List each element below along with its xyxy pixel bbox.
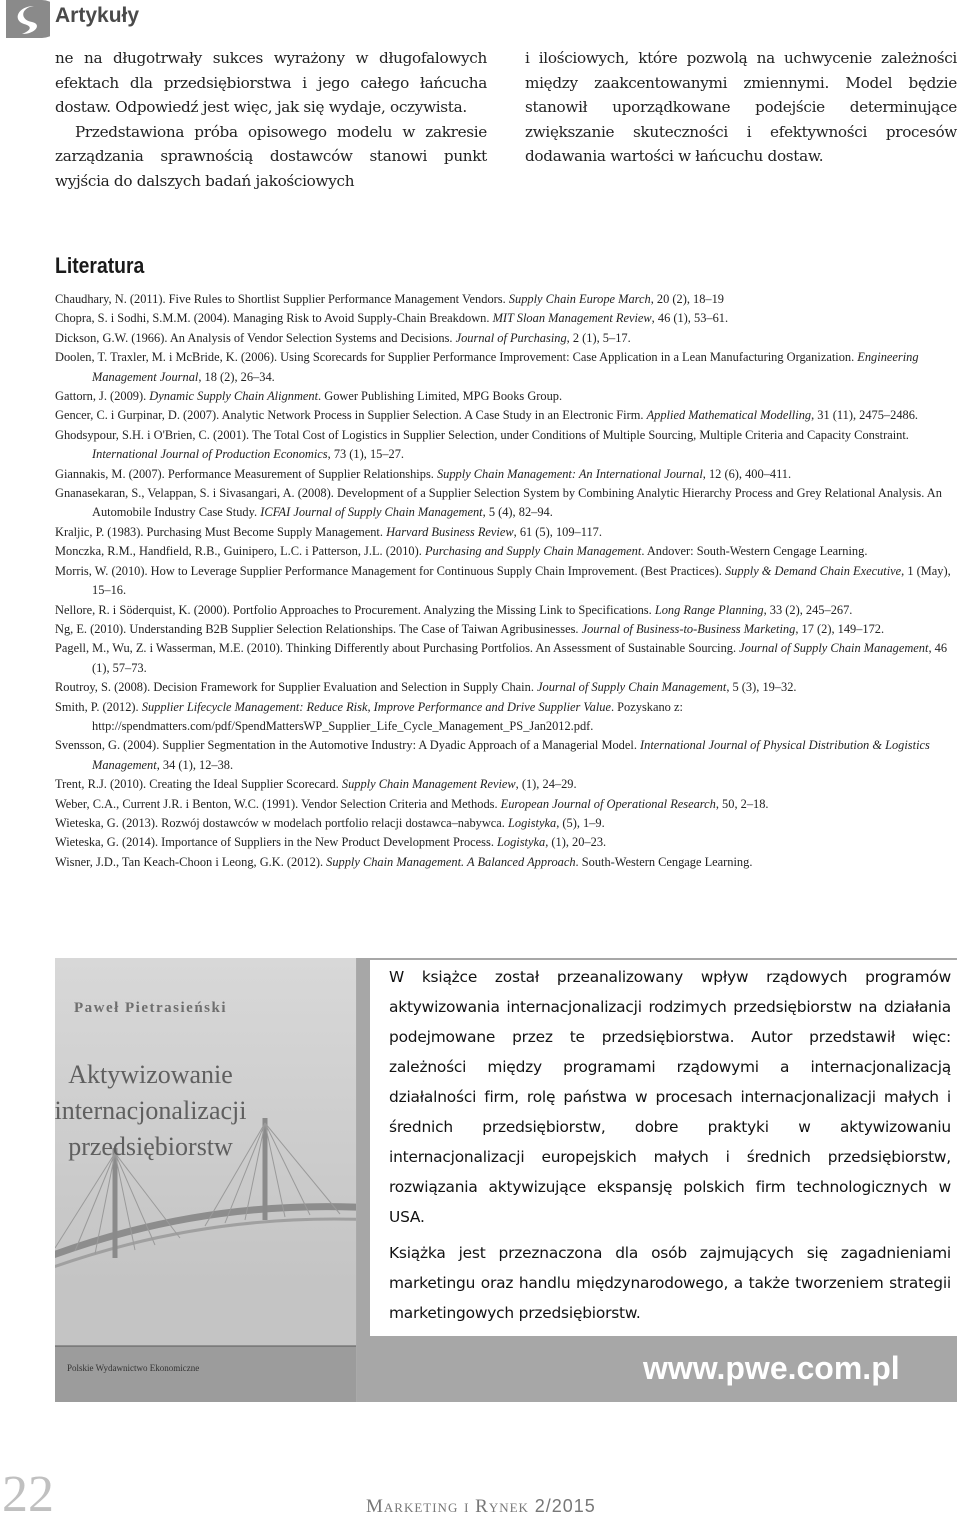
page-header: [0, 0, 960, 40]
reference-item: Chaudhary, N. (2011). Five Rules to Shortlist Supplier Performance Management Vendors. Supply Chain Europe March, 20 (2), 18–19: [55, 292, 725, 306]
paragraph: W książce został przeanalizowany wpływ rządowych programów aktywizowania internacjonalizacji rodzimych przedsiębiorstw na działania podejmowane przez te przedsiębiorstwa. Autor przedstawił więc: zależności między programami rządowymi a internacjonalizacją działalności firm, rolę państwa w procesach internacjonalizacji małych i średnich przedsiębiorstw, dobre praktyki w aktywizowaniu internacjonalizacji europejskich małych i średnich przedsiębiorstw, rozwiązania aktywizujące ekspansję polskich firm technologicznych w USA.: [389, 968, 951, 1226]
reference-item: Wieteska, G. (2014). Importance of Suppliers in the New Product Development Process. Logistyka, (1), 20–23.: [55, 835, 607, 850]
reference-item: Giannakis, M. (2007). Performance Measurement of Supplier Relationships. Supply Chain Management: An International Journal, 12 (6), 400–411.: [55, 466, 792, 481]
reference-item: Smith, P. (2012). Supplier Lifecycle Management: Reduce Risk, Improve Performance and Drive Supplier Value. Pozyskano z: http://spendmatters.com/pdf/SpendMattersWP_Supplier_Life_Cycle_Management_PS_Jan2012.pdf.: [55, 699, 683, 733]
reference-item: Ng, E. (2010). Understanding B2B Supplier Selection Relationships. The Case of Taiwan Agribusinesses. Journal of Business-to-Business Marketing, 17 (2), 149–172.: [55, 621, 885, 636]
reference-item: Ghodsypour, S.H. i O'Brien, C. (2001). The Total Cost of Logistics in Supplier Selection, under Conditions of Multiple Sourcing, Multiple Criteria and Capacity Constraint. International Journal of Production Economics, 73 (1), 15–27.: [55, 427, 909, 462]
article-column-left: [55, 46, 487, 194]
reference-item: Chopra, S. i Sodhi, S.M.M. (2004). Managing Risk to Avoid Supply-Chain Breakdown. MIT Sloan Management Review, 46 (1), 53–61.: [55, 311, 729, 326]
journal-name: Marketing i Rynek: [366, 1496, 529, 1517]
reference-item: Svensson, G. (2004). Supplier Segmentation in the Automotive Industry: A Dyadic Approach of a Managerial Model. International Journal of Physical Distribution & Logistics Management, 34 (1), 12–38.: [55, 738, 930, 772]
literature-heading: Literatura: [55, 253, 145, 278]
book-cover: [55, 958, 357, 1402]
book-author: Paweł Pietrasieński: [73, 1000, 228, 1016]
reference-item: Weber, C.A., Current J.R. i Benton, W.C. (1991). Vendor Selection Criteria and Methods. European Journal of Operational Research, 50, 2–18.: [55, 796, 769, 811]
paragraph: i ilościowych, które pozwolą na uchwycenie zależności między zaakcentowanymi zmiennymi. Model będzie stanowił uporządkowane podejście determinujące zwiększanie skuteczności i efektywności procesów dodawania wartości w łańcuchu dostaw.: [525, 49, 957, 166]
page-number: 22: [2, 1466, 54, 1523]
reference-item: Monczka, R.M., Handfield, R.B., Guinipero, L.C. i Patterson, J.L. (2010). Purchasing and Supply Chain Management. Andover: South-Western Cengage Learning.: [55, 544, 868, 559]
journal-issue: 2/2015: [534, 1496, 596, 1516]
reference-item: Nellore, R. i Söderquist, K. (2000). Portfolio Approaches to Procurement. Analyzing the Missing Link to Specifications. Long Range Planning, 33 (2), 245–267.: [55, 602, 853, 617]
reference-item: Gencer, C. i Gurpinar, D. (2007). Analytic Network Process in Supplier Selection. A Case Study in an Electronic Firm. Applied Mathematical Modelling, 31 (11), 2475–2486.: [55, 408, 919, 423]
reference-item: Dickson, G.W. (1966). An Analysis of Vendor Selection Systems and Decisions. Journal of Purchasing, 2 (1), 5–17.: [55, 330, 631, 345]
ad-description: [389, 962, 951, 1334]
reference-item: Gnanasekaran, S., Velappan, S. i Sivasangari, A. (2008). Development of a Supplier Selection System by Combining Analytic Hierarchy Process and Grey Relational Analysis. An Automobile Industry Case Study. ICFAI Journal of Supply Chain Management, 5 (4), 82–94.: [55, 486, 942, 520]
reference-item: Trent, R.J. (2010). Creating the Ideal Supplier Scorecard. Supply Chain Management Review, (1), 24–29.: [55, 777, 577, 792]
paragraph: Przedstawiona próba opisowego modelu w zakresie zarządzania sprawnością dostawców stanowi punkt wyjścia do dalszych badań jakościowych: [55, 122, 487, 190]
reference-item: Routroy, S. (2008). Decision Framework for Supplier Evaluation and Selection in Supply Chain. Journal of Supply Chain Management, 5 (3), 19–32.: [55, 680, 797, 695]
reference-item: Pagell, M., Wu, Z. i Wasserman, M.E. (2010). Thinking Differently about Purchasing Portfolios. An Assessment of Sustainable Sourcing. Journal of Supply Chain Management, 46 (1), 57–73.: [55, 641, 948, 675]
paragraph: ne na długotrwały sukces wyrażony w długofalowych efektach dla przedsiębiorstwa i jego całego łańcucha dostaw. Odpowiedź jest więc, jak się wydaje, oczywista.: [55, 49, 487, 117]
section-logo-icon: [6, 0, 50, 38]
reference-item: Wisner, J.D., Tan Keach-Choon i Leong, G.K. (2012). Supply Chain Management. A Balanced Approach. South-Western Cengage Learning.: [55, 854, 753, 869]
reference-item: Kraljic, P. (1983). Purchasing Must Become Supply Management. Harvard Business Review, 61 (5), 109–117.: [55, 524, 602, 539]
reference-list: [55, 290, 960, 872]
reference-item: Doolen, T. Traxler, M. i McBride, K. (2006). Using Scorecards for Supplier Performance Improvement: Case Application in a Lean Manufacturing Organization. Engineering Management Journal, 18 (2), 26–34.: [55, 350, 919, 384]
publisher-url-link[interactable]: www.pwe.com.pl: [643, 1350, 900, 1386]
paragraph: Książka jest przeznaczona dla osób zajmujących się zagadnieniami marketingu oraz handlu międzynarodowego, a także tworzeniem strategii marketingowych przedsiębiorstw.: [389, 1244, 951, 1322]
bridge-illustration-icon: [55, 958, 356, 1402]
book-publisher: Polskie Wydawnictwo Ekonomiczne: [67, 1363, 200, 1373]
reference-item: Morris, W. (2010). How to Leverage Supplier Performance Management for Continuous Supply Chain Improvement. (Best Practices). Supply & Demand Chain Executive, 1 (May), 15–16.: [55, 563, 951, 598]
journal-footer: [366, 1496, 596, 1518]
reference-item: Wieteska, G. (2013). Rozwój dostawców w modelach portfolio relacji dostawca–nabywca. Logistyka, (5), 1–9.: [55, 815, 605, 830]
section-title: Artykuły: [55, 4, 140, 27]
article-column-right: [525, 46, 957, 169]
reference-item: Gattorn, J. (2009). Dynamic Supply Chain Alignment. Gower Publishing Limited, MPG Books Group.: [55, 389, 563, 404]
book-title: Aktywizowanie internacjonalizacji przedsiębiorstw: [54, 1060, 247, 1161]
